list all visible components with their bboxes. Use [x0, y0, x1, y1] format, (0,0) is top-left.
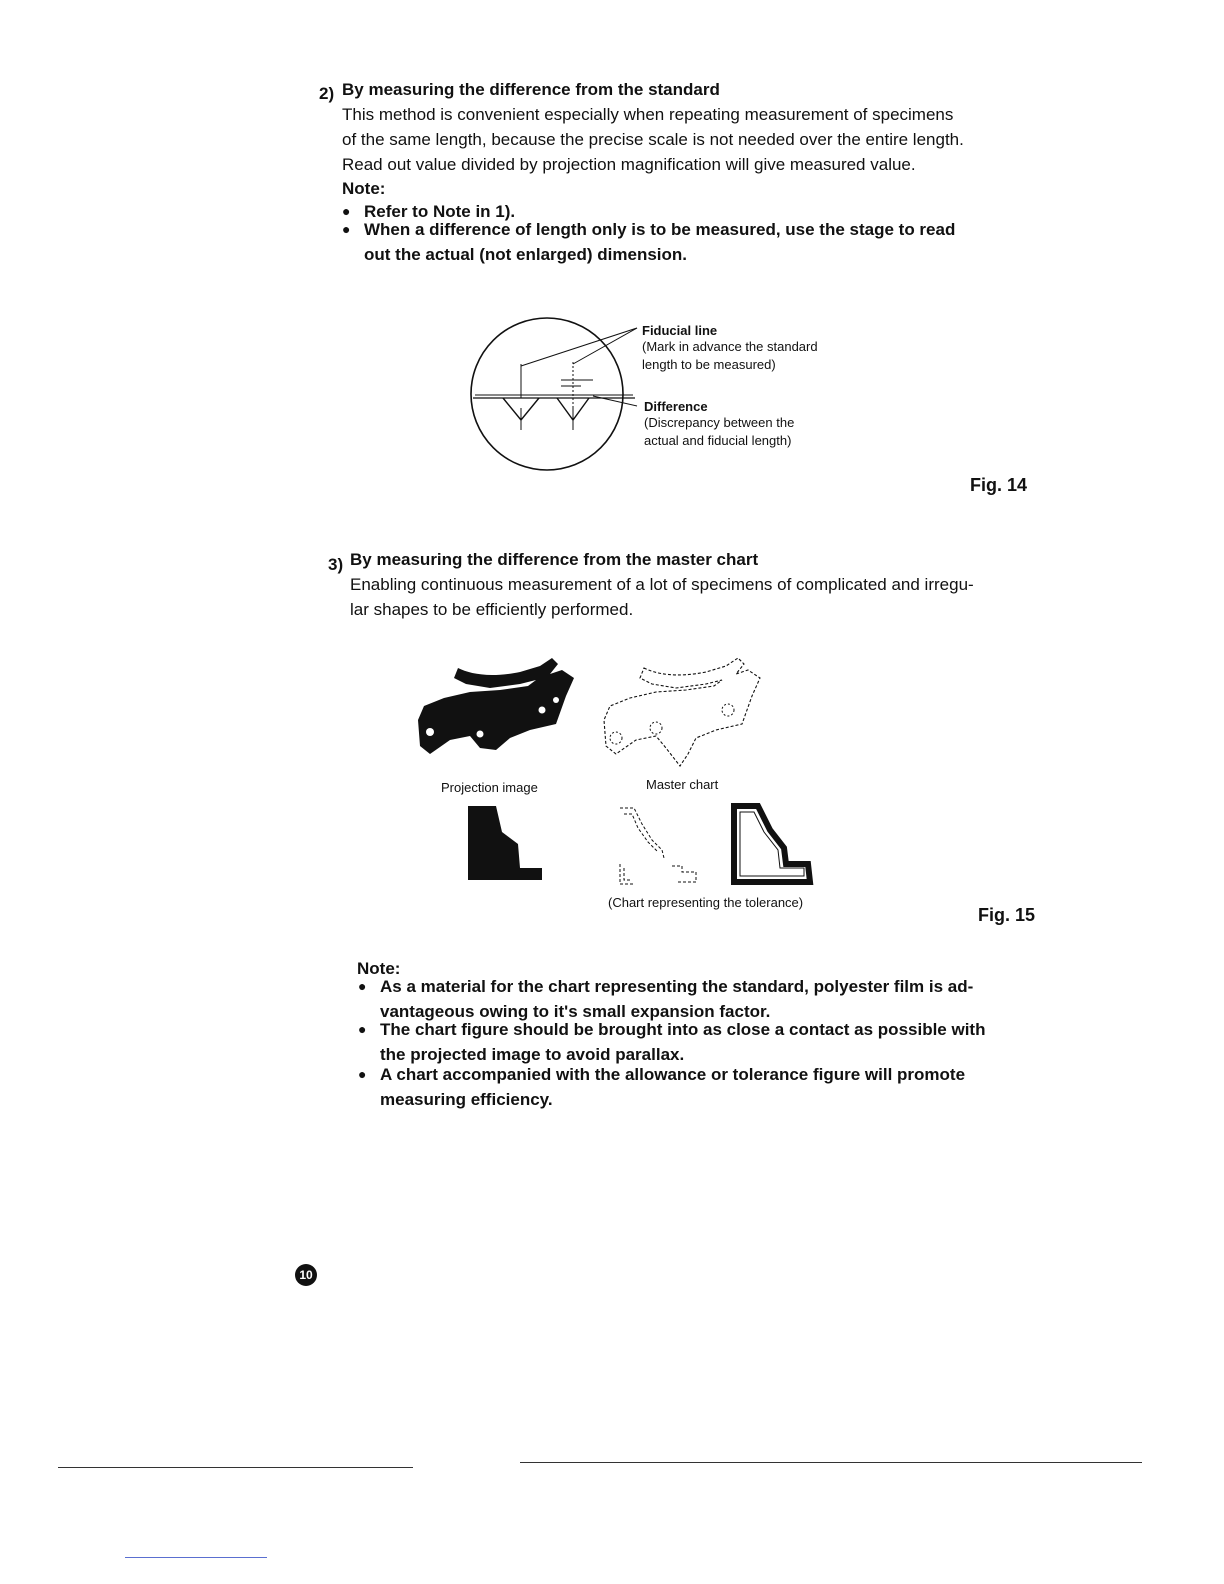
fig15-master-chart	[596, 650, 768, 775]
master-caption: Master chart	[646, 777, 719, 792]
tolerance-caption: (Chart representing the tolerance)	[608, 895, 804, 910]
section-2-body	[342, 102, 1062, 177]
note-line: Refer to Note in 1).	[364, 202, 516, 221]
projection-hole	[477, 731, 484, 738]
notes-2-label: Note:	[357, 959, 401, 978]
notes-2-item	[358, 1062, 1070, 1112]
note-line: out the actual (not enlarged) dimension.	[364, 245, 688, 264]
fig14-fiducial-callout	[642, 323, 818, 374]
projection-hole	[553, 697, 559, 703]
section-3-number: 3)	[328, 555, 344, 574]
bottom-rule-right	[520, 1462, 1142, 1463]
fig14-label: Fig. 14	[970, 475, 1028, 495]
bullet-icon: ●	[358, 1066, 367, 1082]
bottom-blue-rule	[125, 1557, 267, 1558]
master-dashed-outline	[604, 658, 760, 766]
tolerance-dashed-step	[672, 866, 696, 882]
callout-line: (Mark in advance the standard	[642, 339, 818, 354]
master-hole	[650, 722, 662, 734]
bullet-icon: ●	[342, 221, 351, 237]
section-2-note-item	[342, 217, 1064, 267]
section-2-note-label: Note:	[342, 179, 386, 198]
section-3-heading: By measuring the difference from the master chart	[350, 550, 759, 569]
section-2-heading: By measuring the difference from the standard	[342, 80, 720, 99]
body-line: Read out value divided by projection magnification will give measured value.	[342, 155, 916, 174]
projection-block-shape	[468, 806, 542, 880]
projection-shape	[418, 658, 574, 754]
fig14-lens-circle	[471, 318, 623, 470]
notes-2-item	[358, 1017, 1070, 1067]
fiducial-desc	[642, 338, 818, 374]
difference-title: Difference	[644, 399, 708, 414]
difference-desc	[644, 414, 794, 450]
master-hole	[610, 732, 622, 744]
fiducial-title: Fiducial line	[642, 323, 718, 338]
fig15-projection-image	[410, 650, 582, 762]
callout-line: actual and fiducial length)	[644, 433, 792, 448]
fig15-tolerance-dashed	[616, 804, 706, 886]
note-line: A chart accompanied with the allowance or tolerance figure will promote	[380, 1065, 966, 1084]
note-line: The chart figure should be brought into as close a contact as possible with	[380, 1020, 986, 1039]
projection-caption: Projection image	[441, 780, 538, 795]
page-number-badge: 10	[295, 1264, 317, 1286]
projection-hole	[539, 707, 546, 714]
note-line: As a material for the chart representing the standard, polyester film is ad-	[380, 977, 974, 996]
note-line: vantageous owing to it's small expansion factor.	[380, 1002, 771, 1021]
body-line: of the same length, because the precise scale is not needed over the entire length.	[342, 130, 964, 149]
body-line: This method is convenient especially when repeating measurement of specimens	[342, 105, 954, 124]
tolerance-dashed-lines	[620, 808, 664, 858]
section-2-number: 2)	[319, 84, 335, 103]
note-line: the projected image to avoid parallax.	[380, 1045, 685, 1064]
body-line: Enabling continuous measurement of a lot of specimens of complicated and irregu-	[350, 575, 974, 594]
bullet-icon: ●	[342, 203, 351, 219]
callout-line: length to be measured)	[642, 357, 776, 372]
fig14-difference-callout	[644, 399, 794, 450]
body-line: lar shapes to be efficiently performed.	[350, 600, 634, 619]
fig15-projection-block	[466, 806, 546, 882]
bullet-icon: ●	[358, 978, 367, 994]
bullet-icon: ●	[358, 1021, 367, 1037]
projection-hole	[426, 728, 434, 736]
note-line: When a difference of length only is to be measured, use the stage to read	[364, 220, 956, 239]
note-line: measuring efficiency.	[380, 1090, 553, 1109]
fig15-label: Fig. 15	[978, 905, 1036, 925]
master-hole	[722, 704, 734, 716]
section-3-body	[350, 572, 1070, 622]
tolerance-dashed-corner	[620, 864, 634, 884]
fig14-diagram	[465, 312, 645, 480]
bottom-rule-left	[58, 1467, 413, 1468]
fig15-tolerance-solid	[730, 802, 814, 888]
callout-line: (Discrepancy between the	[644, 415, 795, 430]
